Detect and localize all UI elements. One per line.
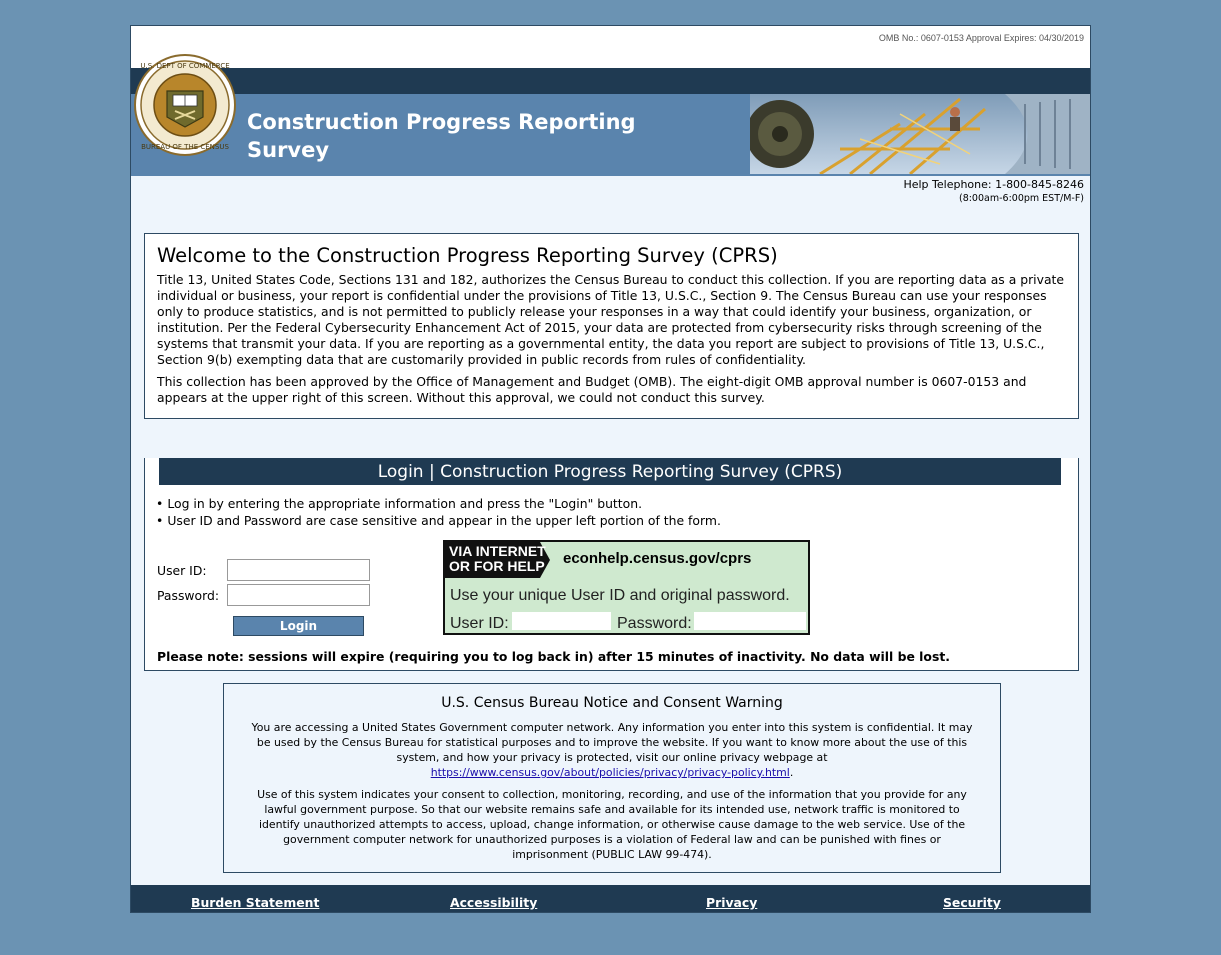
- login-panel: [144, 458, 1079, 671]
- census-seal-icon: [133, 53, 237, 157]
- card-password-label: Password:: [617, 615, 692, 632]
- help-card: [443, 540, 810, 635]
- notice-title: U.S. Census Bureau Notice and Consent Warning: [441, 695, 783, 711]
- page-container: [130, 25, 1091, 913]
- via-internet-text: [449, 544, 546, 574]
- help-hours: (8:00am-6:00pm EST/M-F): [958, 193, 1084, 204]
- userid-label: User ID:: [157, 563, 207, 578]
- notice-text-end: .: [789, 766, 794, 779]
- notice-para-1: [246, 720, 978, 780]
- consent-notice: [223, 683, 1001, 873]
- welcome-panel: [144, 233, 1079, 419]
- help-phone-number: Help Telephone: 1-800-845-8246: [903, 178, 1084, 191]
- userid-input[interactable]: [227, 559, 370, 581]
- help-instruction: Use your unique User ID and original password.: [450, 587, 790, 604]
- password-label: Password:: [157, 588, 220, 603]
- login-instruction-item: • User ID and Password are case sensitive and appear in the upper left portion of the form.: [156, 512, 721, 529]
- login-button[interactable]: Login: [233, 616, 364, 636]
- login-instructions: [156, 495, 721, 529]
- session-note: Please note: sessions will expire (requiring you to log back in) after 15 minutes of inactivity. No data will be lost.: [157, 649, 950, 664]
- construction-photo-icon: [750, 94, 1091, 174]
- via-line-2: OR FOR HELP: [449, 558, 545, 574]
- notice-para-2: Use of this system indicates your consent to collection, monitoring, recording, and use of the information that you provide for any lawful government purpose. So that our website remains safe and available for its intended use, network traffic is monitored to identify unauthorized attempts to access, upload, change information, or otherwise cause damage to the web service. Use of the government computer network for unauthorized purposes is a violation of Federal law and can be punished with fines or imprisonment (PUBLIC LAW 99-474).: [257, 788, 967, 861]
- privacy-policy-link[interactable]: https://www.census.gov/about/policies/privacy/privacy-policy.html: [430, 766, 790, 779]
- footer: [131, 885, 1090, 913]
- svg-text:U.S. DEPT OF COMMERCE: U.S. DEPT OF COMMERCE: [140, 62, 230, 70]
- welcome-omb-text: This collection has been approved by the Office of Management and Budget (OMB). The eight-digit OMB approval number is 0607-0153 and appears at the upper right of this screen. Without this approval, we could not conduct this survey.: [157, 374, 1027, 405]
- page-title: Construction Progress Reporting Survey: [247, 110, 636, 162]
- welcome-authority-text: Title 13, United States Code, Sections 131 and 182, authorizes the Census Bureau to conduct this collection. If you are reporting data as a private individual or business, your report is confidential under the provisions of Title 13, U.S.C., Section 9. The Census Bureau can use your responses only to produce statistics, and is not permitted to publicly release your responses in a way that could identify your business, organization, or institution. Per the Federal Cybersecurity Enhancement Act of 2015, your data are protected from cybersecurity risks through screening of the systems that transmit your data. If you are reporting as a governmental entity, the data you report are subject to provisions of Title 13, U.S.C., Section 9(b) exempting data that are customarily provided in public records from rules of confidentiality.: [157, 272, 1065, 367]
- notice-text: You are accessing a United States Government computer network. Any information you enter into this system is confidential. It may be used by the Census Bureau for statistical purposes and to improve the website. If you want to know more about the use of this system, and how your privacy is protected, visit our online privacy webpage at: [251, 721, 973, 764]
- login-heading: Login | Construction Progress Reporting Survey (CPRS): [159, 458, 1061, 485]
- welcome-title: Welcome to the Construction Progress Reporting Survey (CPRS): [157, 244, 778, 267]
- omb-bar: [131, 26, 1090, 68]
- via-line-1: VIA INTERNET: [449, 543, 546, 559]
- help-telephone: [903, 178, 1084, 206]
- help-url: econhelp.census.gov/cprs: [563, 550, 752, 567]
- privacy-link[interactable]: Privacy: [706, 895, 758, 910]
- password-input[interactable]: [227, 584, 370, 606]
- card-password-box: [694, 612, 806, 630]
- header-top-band: [131, 68, 1090, 94]
- security-link[interactable]: Security: [943, 895, 1001, 910]
- burden-statement-link[interactable]: Burden Statement: [191, 895, 320, 910]
- card-userid-label: User ID:: [450, 615, 509, 632]
- login-instruction-item: • Log in by entering the appropriate information and press the "Login" button.: [156, 495, 721, 512]
- omb-notice: OMB No.: 0607-0153 Approval Expires: 04/30/2019: [878, 33, 1084, 43]
- accessibility-link[interactable]: Accessibility: [450, 895, 538, 910]
- site-header: [131, 62, 1090, 176]
- svg-text:BUREAU OF THE CENSUS: BUREAU OF THE CENSUS: [141, 143, 229, 151]
- card-userid-box: [512, 612, 611, 630]
